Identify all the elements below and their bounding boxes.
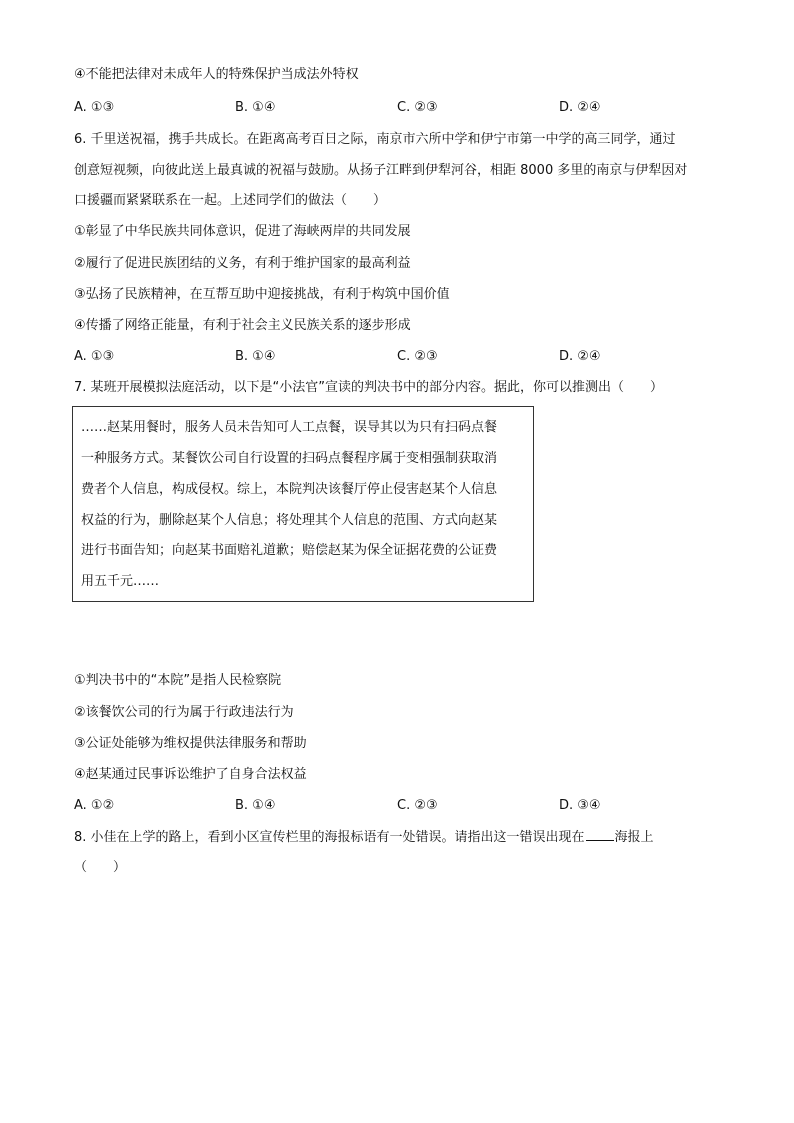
judgment-line-1: ……赵某用餐时，服务人员未告知可人工点餐，误导其以为只有扫码点餐 <box>81 420 498 435</box>
judgment-line-6: 用五千元…… <box>81 574 160 589</box>
judgment-line-3: 费者个人信息，构成侵权。综上，本院判决该餐厅停止侵害赵某个人信息 <box>81 482 498 497</box>
judgment-line-5: 进行书面告知；向赵某书面赔礼道歉；赔偿赵某为保全证据花费的公证费 <box>81 543 498 558</box>
q6-stem-line-2: 创意短视频，向彼此送上最真诚的祝福与鼓励。从扬子江畔到伊犁河谷，相距 8000 多里的南京与伊犁因对 <box>74 163 688 178</box>
q5-item-4: ④不能把法律对未成年人的特殊保护当成法外特权 <box>74 67 359 82</box>
q6-item-2: ②履行了促进民族团结的义务，有利于维护国家的最高利益 <box>74 256 411 271</box>
q7-option-a: A. ①② <box>74 798 115 813</box>
q5-option-c: C. ②③ <box>397 100 438 115</box>
q6-option-c: C. ②③ <box>397 349 438 364</box>
q8-stem <box>74 829 654 847</box>
q8-stem-after: 海报上 <box>614 830 654 845</box>
q8-stem-line-2: （ ） <box>74 860 127 875</box>
q6-option-b: B. ①④ <box>235 349 276 364</box>
q6-stem-line-1: 6. 千里送祝福，携手共成长。在距离高考百日之际，南京市六所中学和伊宁市第一中学的高三同学，通过 <box>74 132 676 147</box>
q7-item-3: ③公证处能够为维权提供法律服务和帮助 <box>74 736 307 751</box>
q7-item-4: ④赵某通过民事诉讼维护了自身合法权益 <box>74 767 307 782</box>
q6-item-4: ④传播了网络正能量，有利于社会主义民族关系的逐步形成 <box>74 318 411 333</box>
q5-option-d: D. ②④ <box>559 100 601 115</box>
answer-blank <box>586 839 614 841</box>
q7-item-2: ②该餐饮公司的行为属于行政违法行为 <box>74 705 294 720</box>
judgment-line-4: 权益的行为，删除赵某个人信息；将处理其个人信息的范围、方式向赵某 <box>81 513 498 528</box>
q6-item-1: ①彰显了中华民族共同体意识，促进了海峡两岸的共同发展 <box>74 224 411 239</box>
q8-stem-before: 8. 小佳在上学的路上，看到小区宣传栏里的海报标语有一处错误。请指出这一错误出现在 <box>74 830 585 845</box>
q6-option-d: D. ②④ <box>559 349 601 364</box>
q7-option-d: D. ③④ <box>559 798 601 813</box>
q7-options <box>74 797 734 815</box>
q5-option-b: B. ①④ <box>235 100 276 115</box>
q7-item-1: ①判决书中的“本院”是指人民检察院 <box>74 673 282 688</box>
q7-option-c: C. ②③ <box>397 798 438 813</box>
q7-stem: 7. 某班开展模拟法庭活动，以下是“小法官”宣读的判决书中的部分内容。据此，你可以推测出（ ） <box>74 380 664 395</box>
q6-item-3: ③弘扬了民族精神，在互帮互助中迎接挑战，有利于构筑中国价值 <box>74 287 450 302</box>
q6-options <box>74 348 734 366</box>
q6-option-a: A. ①③ <box>74 349 115 364</box>
judgment-excerpt-box <box>72 406 534 602</box>
q6-stem-line-3: 口援疆而紧紧联系在一起。上述同学们的做法（ ） <box>74 193 387 208</box>
judgment-line-2: 一种服务方式。某餐饮公司自行设置的扫码点餐程序属于变相强制获取消 <box>81 451 498 466</box>
q7-option-b: B. ①④ <box>235 798 276 813</box>
q5-option-a: A. ①③ <box>74 100 115 115</box>
q5-options <box>74 99 734 117</box>
